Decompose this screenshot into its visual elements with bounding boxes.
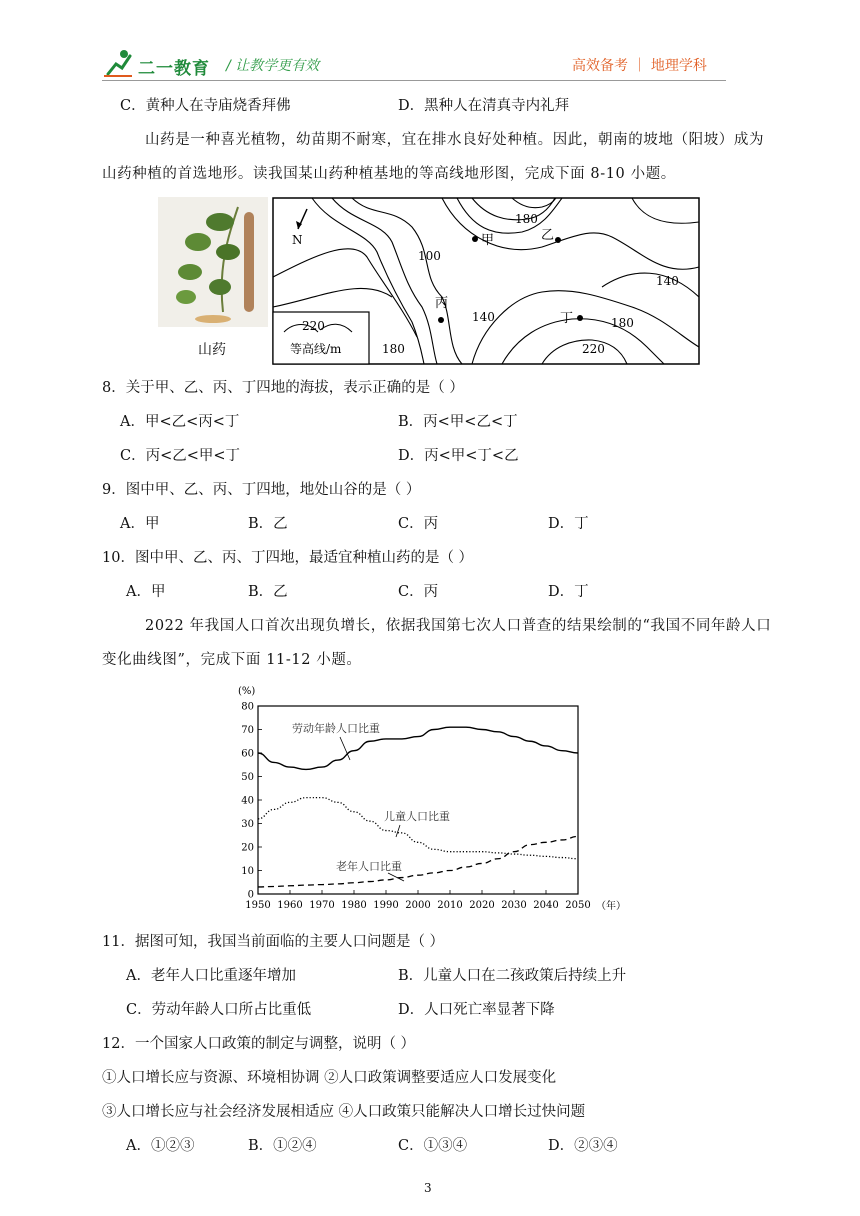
- page-number: 3: [424, 1181, 432, 1195]
- series-leader-child: [396, 825, 400, 837]
- x-tick-label: 1980: [341, 900, 367, 911]
- point-ding-label: 丁: [560, 311, 574, 326]
- chart-xlabel: （年）: [596, 901, 626, 912]
- point-jia-marker: [472, 236, 478, 242]
- brand-slogan: / 让教学更有效: [226, 58, 320, 74]
- x-tick-label: 2000: [405, 900, 431, 911]
- x-tick-label: 2050: [565, 900, 591, 911]
- q7-option-d: D．黑种人在清真寺内礼拜: [398, 98, 570, 114]
- series-label-child: 儿童人口比重: [384, 810, 450, 823]
- y-tick-label: 10: [241, 866, 254, 877]
- population-chart: [228, 680, 648, 920]
- q11-option-c: C．劳动年龄人口所占比重低: [126, 1002, 312, 1018]
- q7-option-c: C．黄种人在寺庙烧香拜佛: [120, 98, 291, 114]
- point-yi-label: 乙: [541, 228, 555, 243]
- north-label: N: [292, 233, 303, 247]
- yam-plant-image: [158, 197, 268, 327]
- q10-option-c: C．丙: [398, 584, 439, 600]
- q9-stem: 9．图中甲、乙、丙、丁四地，地处山谷的是（ ）: [102, 482, 421, 498]
- q8-stem: 8．关于甲、乙、丙、丁四地的海拔，表示正确的是（ ）: [102, 380, 464, 396]
- legend-label: 等高线/m: [290, 342, 342, 356]
- q12-statement-line1: ①人口增长应与资源、环境相协调 ②人口政策调整要适应人口发展变化: [102, 1070, 557, 1086]
- contour-map: [272, 197, 700, 369]
- intro-pop-line1: 2022 年我国人口首次出现负增长，依据我国第七次人口普查的结果绘制的“我国不同年龄人口: [145, 618, 772, 634]
- x-tick-label: 2030: [501, 900, 527, 911]
- q10-stem: 10．图中甲、乙、丙、丁四地，最适宜种植山药的是（ ）: [102, 550, 474, 566]
- yam-caption: 山药: [198, 342, 226, 358]
- series-label-elderly: 老年人口比重: [336, 860, 402, 873]
- series-line-child: [258, 798, 578, 859]
- intro-yam-line1: 山药是一种喜光植物，幼苗期不耐寒，宜在排水良好处种植。因此，朝南的坡地（阳坡）成为: [145, 132, 765, 148]
- x-tick-label: 1990: [373, 900, 399, 911]
- y-tick-label: 0: [247, 889, 254, 901]
- q11-option-b: B．儿童人口在二孩政策后持续上升: [398, 968, 627, 984]
- q9-option-c: C．丙: [398, 516, 439, 532]
- intro-pop-line2: 变化曲线图”，完成下面 11-12 小题。: [102, 652, 362, 668]
- contour-label-140-left: 140: [472, 310, 495, 324]
- y-tick-label: 20: [241, 842, 254, 854]
- x-tick-label: 2010: [437, 900, 463, 911]
- y-tick-label: 50: [241, 772, 254, 783]
- q12-stem: 12．一个国家人口政策的制定与调整，说明（ ）: [102, 1036, 416, 1052]
- y-tick-label: 80: [241, 701, 254, 713]
- x-tick-label: 2040: [533, 900, 559, 911]
- x-tick-label: 2020: [469, 900, 495, 911]
- q8-option-a: A．甲<乙<丙<丁: [120, 414, 240, 430]
- contour-label-180-right: 180: [611, 316, 634, 330]
- contour-label-180-bottom: 180: [382, 342, 405, 356]
- chart-ylabel: (%): [238, 686, 256, 697]
- q10-option-d: D．丁: [548, 584, 589, 600]
- y-tick-label: 70: [241, 725, 254, 736]
- point-ding-marker: [577, 315, 583, 321]
- q9-option-b: B．乙: [248, 516, 288, 532]
- logo-icon: [102, 48, 136, 82]
- point-bing-label: 丙: [435, 296, 449, 311]
- q11-option-a: A．老年人口比重逐年增加: [126, 968, 296, 984]
- brand-name: 二一教育: [138, 59, 210, 79]
- point-jia-label: 甲: [481, 233, 495, 248]
- q10-option-a: A．甲: [126, 584, 166, 600]
- contour-label-100: 100: [418, 249, 441, 263]
- contour-label-220: 220: [582, 342, 605, 356]
- y-tick-label: 30: [241, 819, 254, 830]
- x-tick-label: 1960: [277, 900, 303, 911]
- q8-option-b: B．丙<甲<乙<丁: [398, 414, 518, 430]
- series-label-labor: 劳动年龄人口比重: [292, 722, 380, 735]
- intro-yam-line2: 山药种植的首选地形。读我国某山药种植基地的等高线地形图，完成下面 8-10 小题。: [102, 166, 676, 182]
- q9-option-d: D．丁: [548, 516, 589, 532]
- q11-stem: 11．据图可知，我国当前面临的主要人口问题是（ ）: [102, 934, 445, 950]
- q11-option-d: D．人口死亡率显著下降: [398, 1002, 555, 1018]
- x-tick-label: 1950: [245, 900, 271, 911]
- point-bing-marker: [438, 317, 444, 323]
- q8-option-c: C．丙<乙<甲<丁: [120, 448, 241, 464]
- q12-option-a: A．①②③: [126, 1138, 195, 1154]
- header-subject-label: 高效备考 ｜ 地理学科: [572, 58, 707, 74]
- contour-label-140-right: 140: [656, 274, 679, 288]
- q12-option-d: D．②③④: [548, 1138, 618, 1154]
- header-divider: [102, 80, 726, 81]
- q9-option-a: A．甲: [120, 516, 160, 532]
- point-yi-marker: [555, 237, 561, 243]
- x-tick-label: 1970: [309, 900, 335, 911]
- y-tick-label: 40: [241, 795, 254, 807]
- q12-statement-line2: ③人口增长应与社会经济发展相适应 ④人口政策只能解决人口增长过快问题: [102, 1104, 586, 1120]
- legend-value: 220: [302, 319, 325, 333]
- y-tick-label: 60: [241, 748, 254, 760]
- contour-label-180-top: 180: [515, 212, 538, 226]
- q12-option-c: C．①③④: [398, 1138, 468, 1154]
- q12-option-b: B．①②④: [248, 1138, 317, 1154]
- q10-option-b: B．乙: [248, 584, 288, 600]
- series-line-elderly: [258, 836, 578, 887]
- q8-option-d: D．丙<甲<丁<乙: [398, 448, 519, 464]
